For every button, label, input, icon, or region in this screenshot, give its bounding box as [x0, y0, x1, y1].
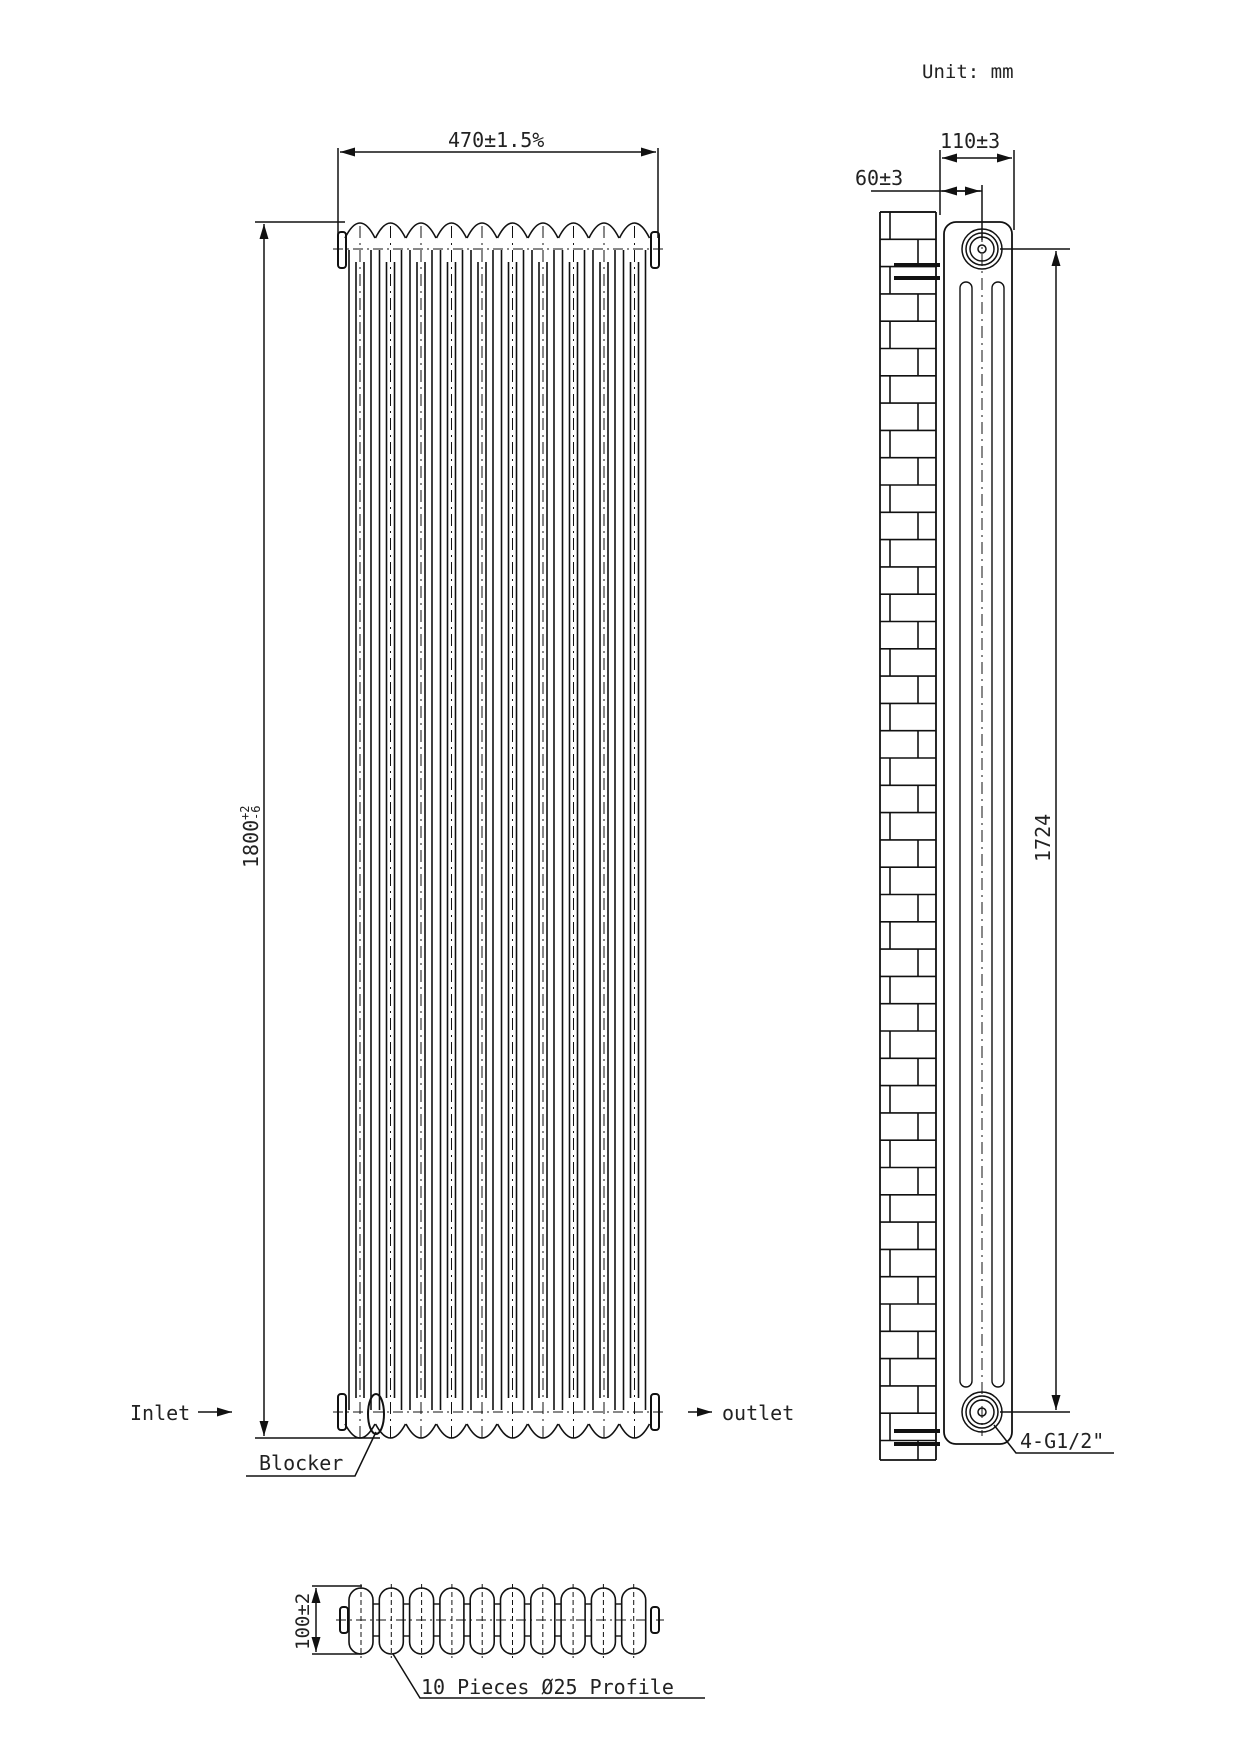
blocker-mark [368, 1394, 384, 1434]
height-tolerance-upper: +2 [238, 805, 252, 820]
height-dimension-label: 1800 [239, 819, 263, 868]
inlet-label: Inlet [130, 1401, 191, 1425]
width-dimension-label: 470±1.5% [448, 128, 545, 152]
centers-dimension-label: 1724 [1031, 813, 1055, 862]
front-view [198, 148, 712, 1476]
depth-dimension-label: 110±3 [940, 129, 1001, 153]
connection-label: 4-G1/2" [1020, 1429, 1105, 1453]
wall-offset-dimension-label: 60±3 [855, 166, 904, 190]
wall-screws [894, 265, 940, 1444]
plan-depth-dimension-label: 100±2 [292, 1592, 314, 1650]
radiator-columns [345, 223, 650, 1440]
blocker-label: Blocker [259, 1451, 344, 1475]
profile-label: 10 Pieces Ø25 Profile [421, 1675, 674, 1699]
outlet-label: outlet [722, 1401, 795, 1425]
side-view [871, 150, 1114, 1460]
height-tolerance-lower: -6 [249, 805, 263, 820]
unit-label: Unit: mm [922, 61, 1014, 83]
